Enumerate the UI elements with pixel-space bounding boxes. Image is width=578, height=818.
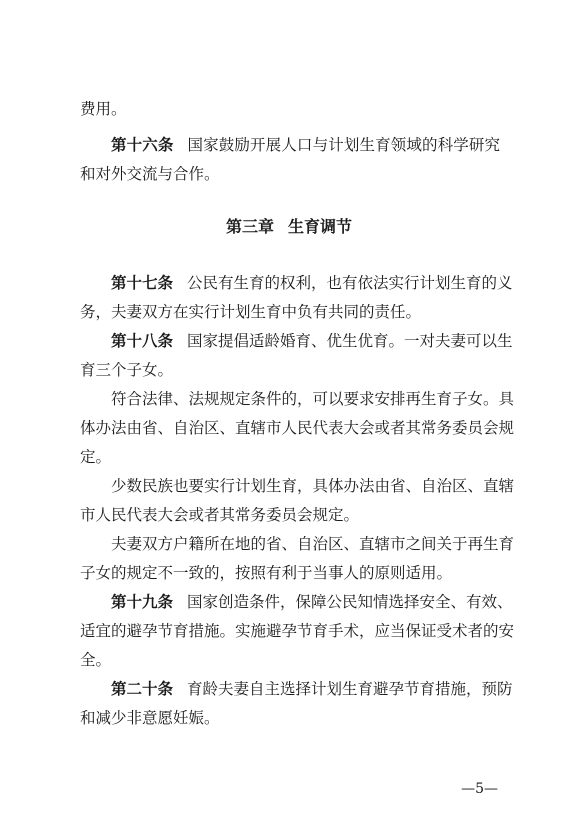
chapter-number: 第三章: [225, 217, 274, 236]
article-16-number: 第十六条: [111, 136, 174, 154]
article-17-number: 第十七条: [111, 274, 174, 292]
text-line-fragment: 费用。: [80, 100, 127, 118]
chapter-title: 生育调节: [288, 217, 353, 236]
article-18-para3-line-2: 市人民代表大会或者其常务委员会规定。: [80, 506, 360, 524]
article-16-line-2: 和对外交流与合作。: [80, 165, 220, 183]
article-18-number: 第十八条: [111, 332, 174, 350]
article-20-line-1: [111, 678, 513, 700]
article-18-para2-line-1: 符合法律、法规规定条件的，可以要求安排再生育子女。具: [111, 390, 515, 408]
article-20-line-2: 和减少非意愿妊娠。: [80, 709, 220, 727]
chapter-heading: [0, 216, 578, 238]
page-number: —5—: [461, 781, 498, 797]
article-19-line-3: 全。: [80, 651, 112, 669]
article-18-para4-line-1: 夫妻双方户籍所在地的省、自治区、直辖市之间关于再生育: [111, 535, 515, 553]
article-17-line-2: 务，夫妻双方在实行计划生育中负有共同的责任。: [80, 303, 422, 321]
article-19-line-2: 适宜的避孕节育措施。实施避孕节育手术，应当保证受术者的安: [80, 622, 515, 640]
article-16-text-1: 国家鼓励开展人口与计划生育领域的科学研究: [187, 136, 500, 154]
article-19-line-1: [111, 591, 513, 613]
article-19-number: 第十九条: [111, 593, 174, 611]
article-17-text-1: 公民有生育的权利，也有依法实行计划生育的义: [187, 274, 513, 292]
article-18-para3-line-1: 少数民族也要实行计划生育，具体办法由省、自治区、直辖: [111, 477, 515, 495]
article-18-line-1: [111, 330, 513, 352]
article-18-para4-line-2: 子女的规定不一致的，按照有利于当事人的原则适用。: [80, 564, 453, 582]
article-18-line-2: 育三个子女。: [80, 361, 174, 379]
article-18-text-1: 国家提倡适龄婚育、优生优育。一对夫妻可以生: [187, 332, 513, 350]
article-19-text-1: 国家创造条件，保障公民知情选择安全、有效、: [187, 593, 513, 611]
article-20-text-1: 育龄夫妻自主选择计划生育避孕节育措施，预防: [187, 680, 513, 698]
article-18-para2-line-2: 体办法由省、自治区、直辖市人民代表大会或者其常务委员会规: [80, 419, 515, 437]
article-17-line-1: [111, 272, 513, 294]
article-20-number: 第二十条: [111, 680, 174, 698]
article-16-line-1: [111, 134, 500, 156]
article-18-para2-line-3: 定。: [80, 448, 112, 466]
